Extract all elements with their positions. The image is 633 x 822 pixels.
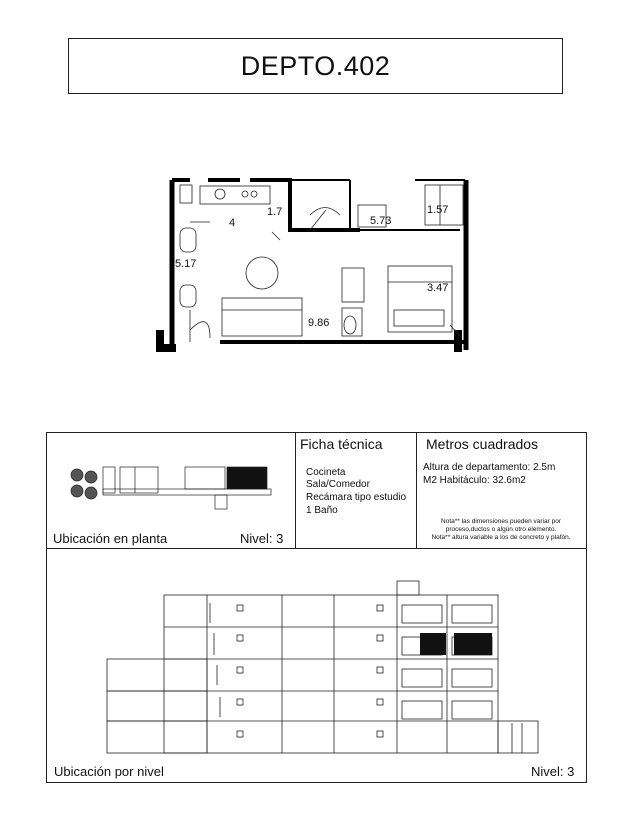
dim-label-1-57: 1.57 <box>427 204 449 216</box>
ubicacion-planta-nivel: Nivel: 3 <box>240 531 284 546</box>
dim-label-1-7: 1.7 <box>267 206 283 218</box>
dim-label-3-47: 3.47 <box>427 282 449 294</box>
note-dimensiones: Nota** las dimensiones pueden variar por proceso,ductos o algún otro elemento. <box>441 518 561 533</box>
ubicacion-nivel-label: Ubicación por nivel <box>54 764 164 779</box>
ubicacion-planta-cell <box>47 433 296 549</box>
site-plan-thumbnail <box>65 463 275 513</box>
page-title: DEPTO.402 <box>240 50 391 81</box>
dim-label-5-73: 5.73 <box>370 215 392 227</box>
ficha-tecnica-cell <box>296 433 417 549</box>
floor-plan <box>150 170 490 360</box>
ubicacion-nivel-nivel: Nivel: 3 <box>531 764 575 779</box>
dim-label-9-86: 9.86 <box>308 317 330 329</box>
building-elevation <box>102 573 552 759</box>
ficha-item: Recámara tipo estudio <box>306 492 407 503</box>
note-altura: Nota** altura variable a los de concreto y plafón. <box>431 534 571 541</box>
metros-cuadrados-heading: Metros cuadrados <box>426 436 539 452</box>
m2-text: M2 Habitáculo: 32.6m2 <box>423 475 526 486</box>
info-sheet <box>46 432 587 783</box>
title-box <box>68 38 563 94</box>
highlighted-unit-right <box>454 633 492 655</box>
ficha-item: 1 Baño <box>306 505 338 516</box>
metros-cuadrados-cell <box>417 433 586 549</box>
dim-label-4: 4 <box>229 217 236 229</box>
ficha-item: Cocineta <box>306 467 346 478</box>
highlighted-unit-left <box>420 633 446 655</box>
ubicacion-planta-label: Ubicación en planta <box>53 531 168 546</box>
ficha-tecnica-heading: Ficha técnica <box>300 436 383 452</box>
dim-label-5-17: 5.17 <box>175 258 197 270</box>
altura-text: Altura de departamento: 2.5m <box>423 462 556 473</box>
ficha-item: Sala/Comedor <box>306 479 370 490</box>
